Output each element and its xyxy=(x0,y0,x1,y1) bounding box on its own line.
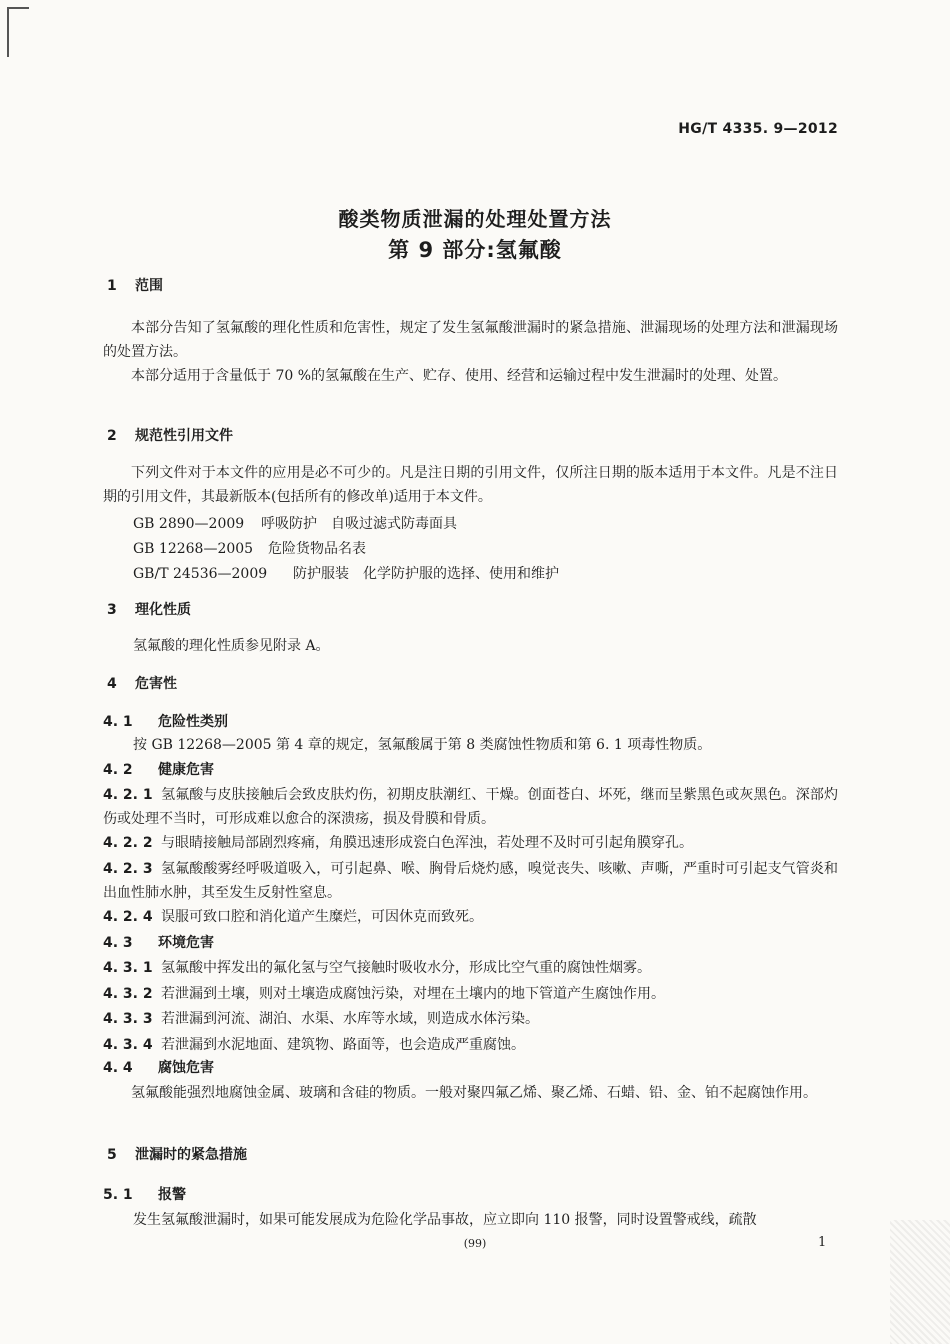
section-title: 泄漏时的紧急措施 xyxy=(135,1147,247,1163)
section-3-heading xyxy=(107,599,191,621)
clause-text: 氢氟酸中挥发出的氟化氢与空气接触时吸收水分，形成比空气重的腐蚀性烟雾。 xyxy=(161,960,651,976)
page-number: 1 xyxy=(818,1235,827,1250)
section-title: 规范性引用文件 xyxy=(135,428,233,444)
section-3-para-1: 氢氟酸的理化性质参见附录 A。 xyxy=(133,638,330,654)
reference-code: GB 12268—2005 xyxy=(133,541,254,557)
clause-4-2-3 xyxy=(103,857,838,905)
clause-number: 4. 2. 1 xyxy=(103,787,153,803)
clause-number: 4. 2. 2 xyxy=(103,835,153,851)
clause-text: 若泄漏到土壤，则对土壤造成腐蚀污染，对埋在土壤内的地下管道产生腐蚀作用。 xyxy=(161,986,665,1002)
standard-number: HG/T 4335. 9—2012 xyxy=(678,121,838,137)
reference-code: GB/T 24536—2009 xyxy=(133,566,268,582)
section-title: 环境危害 xyxy=(158,935,214,951)
clause-text: 与眼睛接触局部剧烈疼痛，角膜迅速形成瓷白色浑浊，若处理不及时可引起角膜穿孔。 xyxy=(161,835,693,851)
clause-number: 4. 2. 3 xyxy=(103,861,153,877)
section-number: 5. 1 xyxy=(103,1187,133,1203)
reference-name: 呼吸防护 自吸过滤式防毒面具 xyxy=(261,516,457,532)
section-number: 2 xyxy=(107,428,117,444)
section-number: 5 xyxy=(107,1147,117,1163)
reference-name: 危险货物品名表 xyxy=(268,541,366,557)
section-number: 3 xyxy=(107,602,117,618)
section-2-para-1: 下列文件对于本文件的应用是必不可少的。凡是注日期的引用文件，仅所注日期的版本适用于本文件。凡是不注日期的引用文件，其最新版本(包括所有的修改单)适用于本文件。 xyxy=(103,465,838,505)
clause-text: 误服可致口腔和消化道产生糜烂，可因休克而致死。 xyxy=(161,909,483,925)
clause-4-2-4 xyxy=(103,906,483,928)
clause-4-3-4 xyxy=(103,1034,525,1056)
section-4-4-heading xyxy=(103,1057,214,1079)
section-2-heading xyxy=(107,425,233,447)
clause-4-3-2 xyxy=(103,983,665,1005)
section-title: 腐蚀危害 xyxy=(158,1060,214,1076)
section-number: 4. 4 xyxy=(103,1060,133,1076)
section-1-heading xyxy=(107,275,163,297)
section-4-1-para: 按 GB 12268—2005 第 4 章的规定，氢氟酸属于第 8 类腐蚀性物质和第 6. 1 项毒性物质。 xyxy=(133,737,712,753)
clause-text: 氢氟酸酸雾经呼吸道吸入，可引起鼻、喉、胸骨后烧灼感，嗅觉丧失、咳嗽、声嘶，严重时可引起支气管炎和出血性肺水肿，其至发生反射性窒息。 xyxy=(103,861,838,901)
clause-number: 4. 3. 4 xyxy=(103,1037,153,1053)
clause-number: 4. 3. 3 xyxy=(103,1011,153,1027)
section-4-2-heading xyxy=(103,759,214,781)
section-title: 理化性质 xyxy=(135,602,191,618)
clause-number: 4. 2. 4 xyxy=(103,909,153,925)
section-title: 范围 xyxy=(135,278,163,294)
section-number: 4. 3 xyxy=(103,935,133,951)
section-number: 1 xyxy=(107,278,117,294)
doc-title: 酸类物质泄漏的处理处置方法 xyxy=(338,207,612,231)
section-1-para-1: 本部分告知了氢氟酸的理化性质和危害性，规定了发生氢氟酸泄漏时的紧急措施、泄漏现场的处理方法和泄漏现场的处置方法。 xyxy=(103,320,838,360)
section-title: 健康危害 xyxy=(158,762,214,778)
reference-item xyxy=(133,563,559,585)
clause-4-3-1 xyxy=(103,957,651,979)
crop-mark xyxy=(7,7,29,57)
clause-text: 氢氟酸与皮肤接触后会致皮肤灼伤，初期皮肤潮红、干燥。创面苍白、坏死，继而呈紫黑色或灰黑色。深部灼伤或处理不当时，可形成难以愈合的深溃疡，损及骨膜和骨质。 xyxy=(103,787,838,827)
clause-number: 4. 3. 2 xyxy=(103,986,153,1002)
reference-item xyxy=(133,513,457,535)
scan-noise xyxy=(890,1220,950,1344)
section-title: 危害性 xyxy=(135,676,177,692)
clause-4-3-3 xyxy=(103,1008,539,1030)
reference-code: GB 2890—2009 xyxy=(133,516,245,532)
clause-4-2-2 xyxy=(103,832,693,854)
section-4-heading xyxy=(107,673,177,695)
reference-name: 防护服装 化学防护服的选择、使用和维护 xyxy=(293,566,559,582)
page-footer-number: (99) xyxy=(463,1237,487,1250)
section-number: 4 xyxy=(107,676,117,692)
section-5-heading xyxy=(107,1144,247,1166)
reference-item xyxy=(133,538,366,560)
clause-number: 4. 3. 1 xyxy=(103,960,153,976)
section-5-1-heading xyxy=(103,1184,186,1206)
clause-4-2-1 xyxy=(103,783,838,831)
clause-text: 若泄漏到水泥地面、建筑物、路面等，也会造成严重腐蚀。 xyxy=(161,1037,525,1053)
section-4-1-heading xyxy=(103,711,228,733)
section-title: 危险性类别 xyxy=(158,714,228,730)
clause-text: 若泄漏到河流、湖泊、水渠、水库等水域，则造成水体污染。 xyxy=(161,1011,539,1027)
section-4-4-para: 氢氟酸能强烈地腐蚀金属、玻璃和含硅的物质。一般对聚四氟乙烯、聚乙烯、石蜡、铅、金、铂不起腐蚀作用。 xyxy=(131,1085,817,1101)
section-number: 4. 1 xyxy=(103,714,133,730)
section-4-3-heading xyxy=(103,932,214,954)
section-number: 4. 2 xyxy=(103,762,133,778)
section-title: 报警 xyxy=(158,1187,186,1203)
section-5-1-para: 发生氢氟酸泄漏时，如果可能发展成为危险化学品事故，应立即向 110 报警，同时设置警戒线，疏散 xyxy=(133,1212,757,1228)
doc-subtitle: 第 9 部分:氢氟酸 xyxy=(388,238,562,262)
section-1-para-2: 本部分适用于含量低于 70 %的氢氟酸在生产、贮存、使用、经营和运输过程中发生泄漏时的处理、处置。 xyxy=(131,368,788,384)
